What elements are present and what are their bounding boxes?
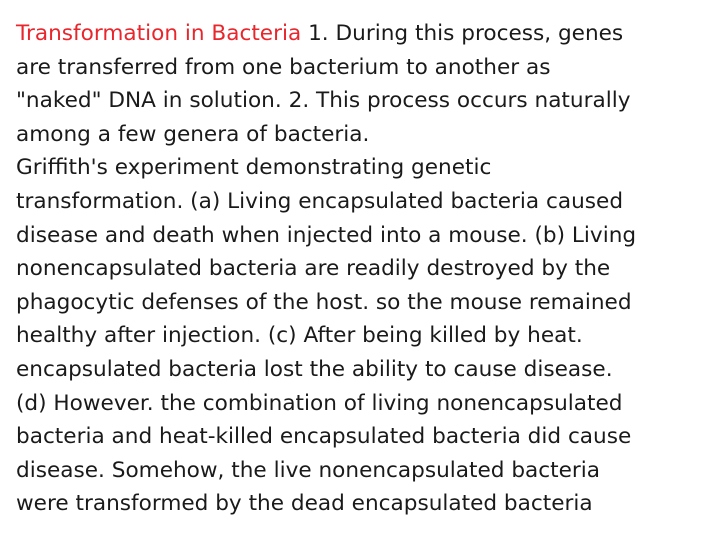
text-line-10: healthy after injection. (c) After being killed by heat. [16, 323, 583, 349]
text-line-9: phagocytic defenses of the host. so the mouse remained [16, 289, 632, 315]
text-line-6: transformation. (a) Living encapsulated bacteria caused [16, 188, 624, 214]
text-line-5: Griffith's experiment demonstrating genetic [16, 155, 492, 181]
text-line-12: (d) However. the combination of living nonencapsulated [16, 390, 623, 416]
text-line-1-body: 1. During this process, genes [301, 21, 624, 46]
text-line-13: bacteria and heat-killed encapsulated bacteria did cause [16, 424, 632, 450]
text-line-4: among a few genera of bacteria. [16, 121, 370, 147]
text-line-1 [16, 17, 706, 51]
slide-title: Transformation in Bacteria [16, 21, 302, 46]
text-line-7: disease and death when injected into a mouse. (b) Living [16, 222, 637, 248]
text-line-8: nonencapsulated bacteria are readily destroyed by the [16, 256, 611, 282]
text-line-14: disease. Somehow, the live nonencapsulated bacteria [16, 457, 601, 483]
slide-text-block [16, 17, 706, 521]
text-line-2: are transferred from one bacterium to another as [16, 54, 551, 80]
text-line-15: were transformed by the dead encapsulated bacteria [16, 491, 593, 517]
text-line-3: "naked" DNA in solution. 2. This process occurs naturally [16, 88, 631, 114]
text-line-11: encapsulated bacteria lost the ability to cause disease. [16, 356, 613, 382]
